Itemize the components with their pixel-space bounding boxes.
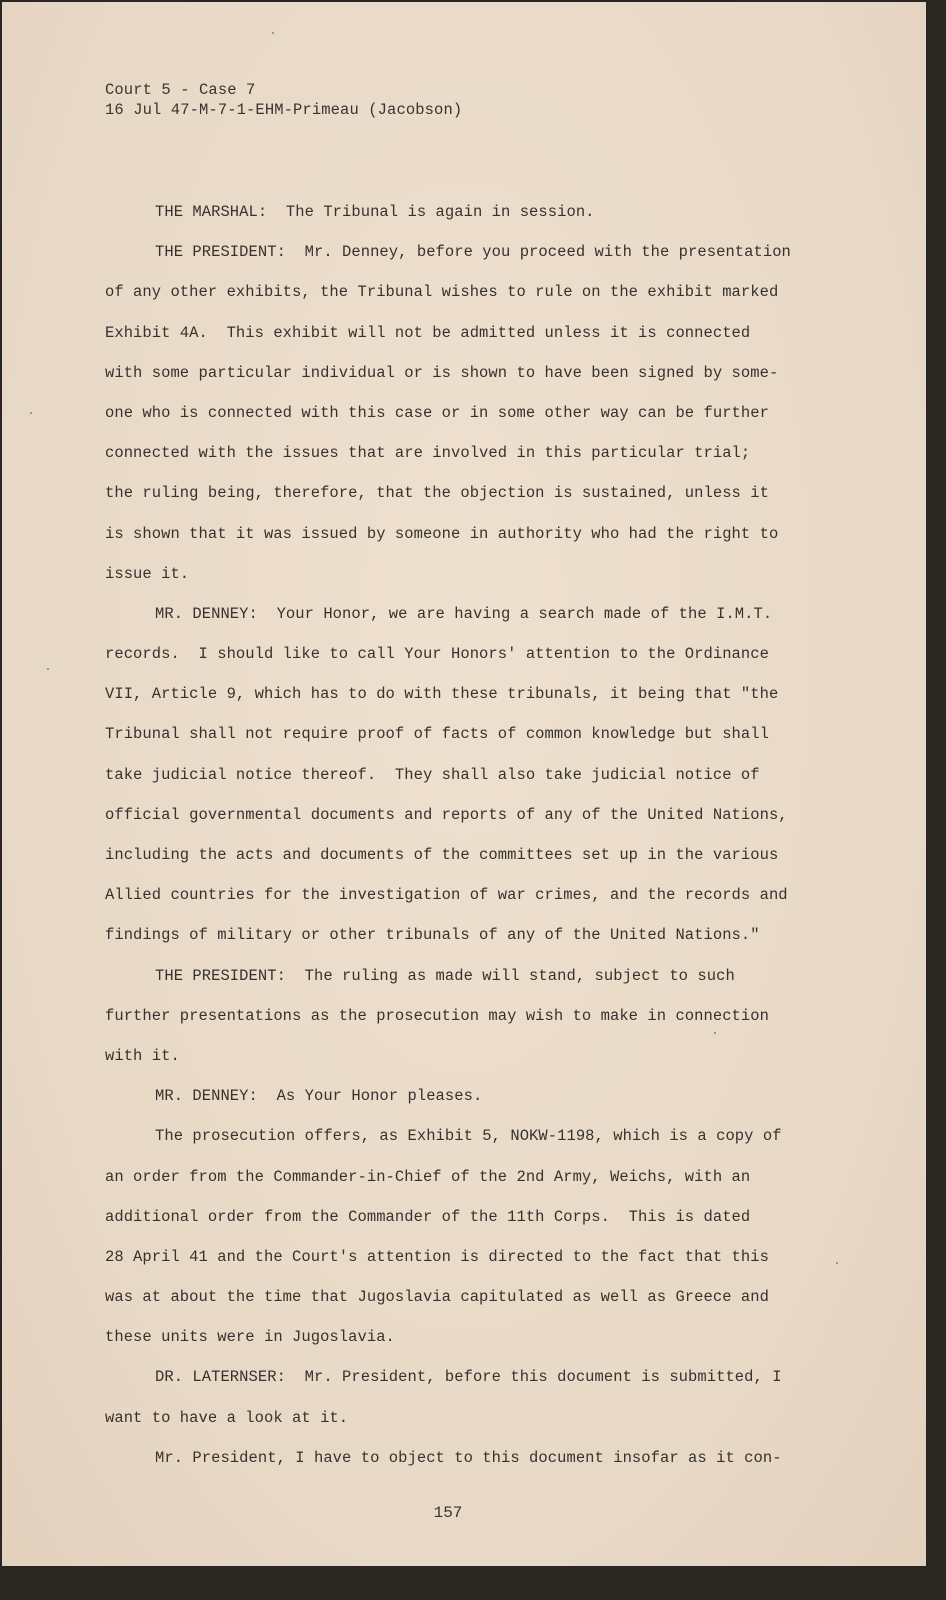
transcript-line: Tribunal shall not require proof of facts of common knowledge but shall — [105, 725, 769, 744]
document-page — [2, 2, 926, 1566]
transcript-line: THE MARSHAL: The Tribunal is again in session. — [155, 203, 595, 221]
paper-speck — [47, 668, 49, 670]
paper-speck — [30, 412, 32, 414]
transcript-line: issue it. — [105, 564, 190, 583]
transcript-line: Mr. President, I have to object to this document insofar as it con- — [155, 1448, 782, 1467]
transcript-line: take judicial notice thereof. They shall also take judicial notice of — [105, 765, 760, 784]
transcript-line: VII, Article 9, which has to do with these tribunals, it being that "the — [105, 685, 779, 704]
transcript-line: findings of military or other tribunals of any of the United Nations." — [105, 926, 760, 945]
transcript-line: of any other exhibits, the Tribunal wishes to rule on the exhibit marked — [105, 283, 779, 302]
transcript-line: records. I should like to call Your Honors' attention to the Ordinance — [105, 645, 769, 664]
transcript-line: the ruling being, therefore, that the objection is sustained, unless it — [105, 484, 769, 503]
transcript-line: including the acts and documents of the committees set up in the various — [105, 846, 779, 864]
transcript-line: further presentations as the prosecution may wish to make in connection — [105, 1006, 769, 1025]
transcript-line: Exhibit 4A. This exhibit will not be admitted unless it is connected — [105, 323, 751, 342]
transcript-line: with some particular individual or is shown to have been signed by some- — [105, 363, 779, 382]
transcript-body — [105, 192, 845, 1478]
transcript-line: with it. — [105, 1046, 180, 1065]
transcript-line: THE PRESIDENT: Mr. Denney, before you proceed with the presentation — [155, 243, 791, 262]
paper-speck — [714, 1032, 716, 1034]
paper-speck — [836, 1262, 838, 1264]
transcript-line: these units were in Jugoslavia. — [105, 1328, 395, 1347]
transcript-line: THE PRESIDENT: The ruling as made will stand, subject to such — [155, 966, 735, 985]
transcript-line: is shown that it was issued by someone in authority who had the right to — [105, 524, 779, 543]
transcript-line: Allied countries for the investigation of war crimes, and the records and — [105, 886, 788, 905]
transcript-line: was at about the time that Jugoslavia capitulated as well as Greece and — [105, 1288, 769, 1307]
transcript-line: an order from the Commander-in-Chief of the 2nd Army, Weichs, with an — [105, 1167, 751, 1186]
transcript-line: one who is connected with this case or in some other way can be further — [105, 403, 769, 422]
page-number: 157 — [433, 1504, 463, 1522]
transcript-line: DR. LATERNSER: Mr. President, before this document is submitted, I — [155, 1368, 782, 1387]
transcript-line: connected with the issues that are involved in this particular trial; — [105, 444, 751, 463]
transcript-line: The prosecution offers, as Exhibit 5, NOKW-1198, which is a copy of — [155, 1127, 782, 1146]
transcript-line: 28 April 41 and the Court's attention is directed to the fact that this — [105, 1247, 769, 1266]
transcript-line: MR. DENNEY: As Your Honor pleases. — [155, 1087, 483, 1106]
transcript-line: official governmental documents and reports of any of the United Nations, — [105, 805, 788, 824]
header-court-case: Court 5 - Case 7 — [105, 81, 256, 99]
header-session-info: 16 Jul 47-M-7-1-EHM-Primeau (Jacobson) — [105, 101, 463, 119]
transcript-line: additional order from the Commander of the 11th Corps. This is dated — [105, 1207, 751, 1226]
page-header — [105, 80, 462, 120]
paper-speck — [272, 32, 274, 34]
transcript-line: MR. DENNEY: Your Honor, we are having a search made of the I.M.T. — [155, 604, 773, 623]
transcript-line: want to have a look at it. — [105, 1408, 349, 1427]
